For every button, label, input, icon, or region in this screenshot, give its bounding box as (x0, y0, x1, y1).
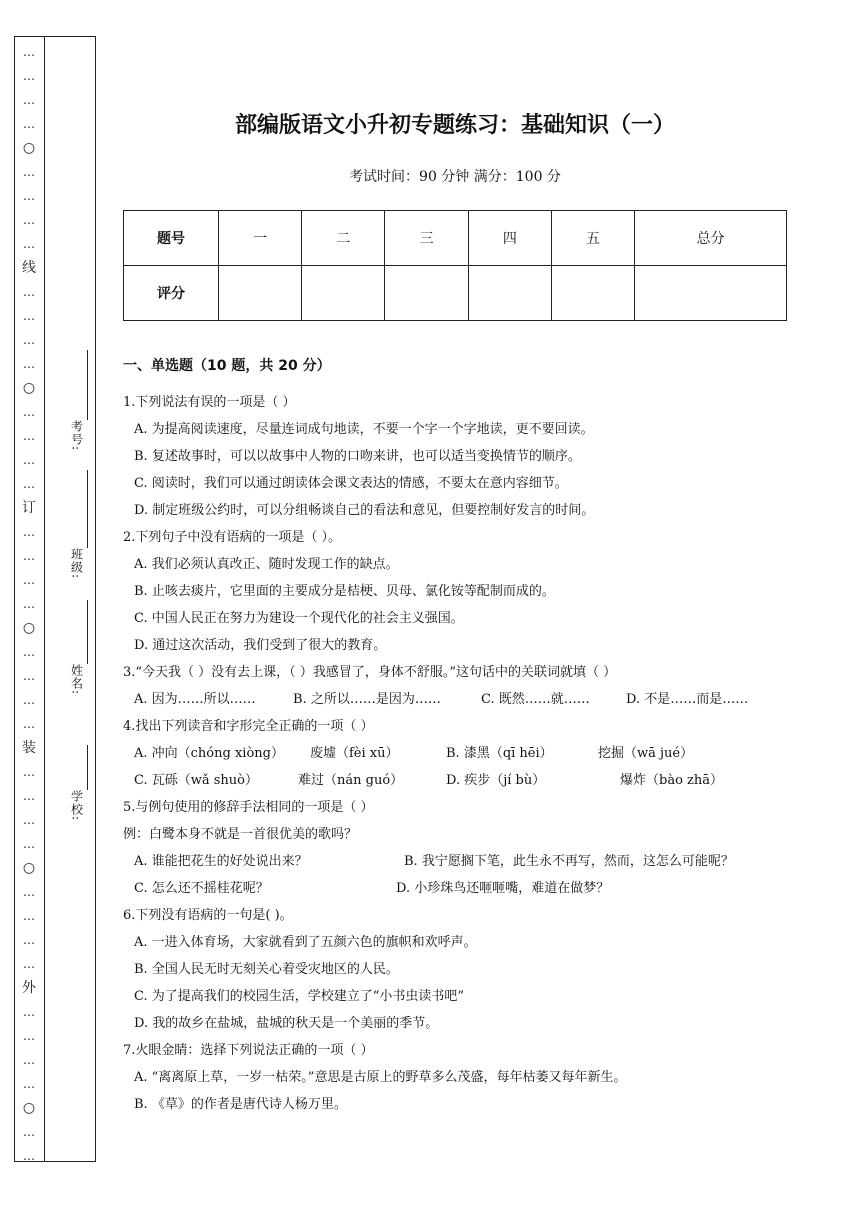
binding-dots: … (23, 645, 35, 659)
question-4-option-d-word2: 爆炸（bào zhā） (620, 773, 724, 788)
binding-dots: … (23, 69, 35, 83)
score-col-total: 总分 (635, 211, 787, 266)
question-1-option-d: D. 制定班级公约时，可以分组畅谈自己的看法和意见，但要控制好发言的时间。 (134, 503, 595, 518)
question-4-option-b: B. 漆黑（qī hēi） (446, 746, 553, 761)
question-4-option-b-word2: 挖掘（wā jué） (598, 746, 694, 761)
score-table-header-row (124, 211, 787, 266)
binding-dots: … (23, 309, 35, 323)
question-2-option-d: D. 通过这次活动，我们受到了很大的教育。 (134, 638, 387, 653)
binding-dots: … (23, 189, 35, 203)
question-5-stem: 5.与例句使用的修辞手法相同的一项是（ ） (123, 800, 374, 815)
question-3-option-a: A. 因为……所以…… (134, 692, 256, 707)
question-4-option-c-word2: 难过（nán guó） (298, 773, 404, 788)
score-cell[interactable] (551, 266, 634, 321)
binding-dots: … (23, 405, 35, 419)
binding-dots: … (23, 693, 35, 707)
binding-char: 外 (22, 980, 36, 996)
question-7-stem: 7.火眼金睛：选择下列说法正确的一项（ ） (123, 1043, 374, 1058)
class-field (62, 470, 92, 579)
question-4-options-row-2 (123, 767, 793, 794)
binding-dots: … (23, 93, 35, 107)
question-6-stem: 6.下列没有语病的一句是( )。 (123, 908, 293, 923)
school-label: 学校: (69, 790, 84, 822)
question-1-stem: 1.下列说法有误的一项是（ ） (123, 395, 296, 410)
question-4-option-d: D. 疾步（jí bù） (446, 773, 546, 788)
question-5-option-d: D. 小珍珠鸟还咂咂嘴，难道在做梦？ (396, 881, 610, 896)
binding-circle-icon: ○ (22, 380, 36, 396)
question-5-option-b: B. 我宁愿搁下笔，此生永不再写，然而，这怎么可能呢？ (404, 854, 734, 869)
page-title: 部编版语文小升初专题练习：基础知识（一） (234, 113, 675, 138)
binding-char: 装 (22, 740, 36, 756)
binding-dots: … (23, 669, 35, 683)
binding-dots: … (23, 573, 35, 587)
score-cell[interactable] (302, 266, 385, 321)
score-cell[interactable] (468, 266, 551, 321)
question-6-option-a: A. 一进入体育场，大家就看到了五颜六色的旗帜和欢呼声。 (134, 935, 477, 950)
score-cell[interactable] (385, 266, 468, 321)
question-number-header: 题号 (124, 211, 219, 266)
score-row-header: 评分 (124, 266, 219, 321)
score-cell[interactable] (219, 266, 302, 321)
class-line (87, 470, 88, 548)
binding-dots: … (23, 1125, 35, 1139)
binding-char: 订 (22, 500, 36, 516)
binding-dots: … (23, 237, 35, 251)
question-5-option-c: C. 怎么还不摇桂花呢？ (134, 881, 269, 896)
binding-dots: … (23, 909, 35, 923)
question-6-option-d: D. 我的故乡在盐城，盐城的秋天是一个美丽的季节。 (134, 1016, 439, 1031)
binding-dots: … (23, 45, 35, 59)
score-col-5: 五 (551, 211, 634, 266)
question-5-options-row-2 (123, 875, 793, 902)
class-label: 班级: (69, 548, 84, 580)
name-label: 姓名: (69, 664, 84, 696)
question-3-option-c: C. 既然……就…… (481, 692, 590, 707)
question-4-option-a-word2: 废墟（fèi xū） (310, 746, 399, 761)
question-2-option-b: B. 止咳去痰片，它里面的主要成分是桔梗、贝母、氯化铵等配制而成的。 (134, 584, 555, 599)
binding-dotted-column (16, 40, 42, 1163)
binding-dots: … (23, 525, 35, 539)
binding-dots: … (23, 1005, 35, 1019)
question-6-option-c: C. 为了提高我们的校园生活，学校建立了“小书虫读书吧” (134, 989, 465, 1004)
binding-dots: … (23, 837, 35, 851)
binding-dots: … (23, 1077, 35, 1091)
question-4-stem: 4.找出下列读音和字形完全正确的一项（ ） (123, 719, 374, 734)
school-field (62, 745, 92, 821)
question-1-option-c: C. 阅读时，我们可以通过朗读体会课文表达的情感，不要太在意内容细节。 (134, 476, 568, 491)
binding-dots: … (23, 429, 35, 443)
question-6-option-b: B. 全国人民无时无刻关心着受灾地区的人民。 (134, 962, 399, 977)
binding-char: 线 (22, 260, 36, 276)
binding-dots: … (23, 789, 35, 803)
exam-number-label: 考号: (69, 420, 84, 452)
binding-dots: … (23, 717, 35, 731)
binding-dots: … (23, 477, 35, 491)
question-1-option-b: B. 复述故事时，可以以故事中人物的口吻来讲，也可以适当变换情节的顺序。 (134, 449, 581, 464)
question-5-option-a: A. 谁能把花生的好处说出来？ (134, 854, 308, 869)
section-heading: 一、单选题（10 题，共 20 分） (123, 358, 331, 374)
name-line (87, 600, 88, 664)
binding-circle-icon: ○ (22, 860, 36, 876)
question-4-option-a: A. 冲向（chóng xiòng） (134, 746, 284, 761)
score-col-1: 一 (219, 211, 302, 266)
question-3-option-b: B. 之所以……是因为…… (293, 692, 441, 707)
binding-dots: … (23, 117, 35, 131)
question-content (123, 355, 793, 1118)
exam-number-line (87, 350, 88, 420)
binding-dots: … (23, 885, 35, 899)
binding-dots: … (23, 597, 35, 611)
question-3-options (123, 686, 793, 713)
score-col-2: 二 (302, 211, 385, 266)
binding-dots: … (23, 285, 35, 299)
question-4-option-c: C. 瓦砾（wǎ shuò） (134, 773, 259, 788)
exam-info: 考试时间：90 分钟 满分：100 分 (349, 169, 561, 185)
binding-dots: … (23, 165, 35, 179)
question-5-options-row-1 (123, 848, 793, 875)
score-table (123, 210, 787, 321)
question-2-stem: 2.下列句子中没有语病的一项是（ ）。 (123, 530, 342, 545)
binding-dots: … (23, 933, 35, 947)
question-3-stem: 3.“今天我（ ）没有去上课，（ ）我感冒了，身体不舒服。”这句话中的关联词就填（ ） (123, 665, 617, 680)
question-3-option-d: D. 不是……而是…… (626, 692, 749, 707)
binding-dots: … (23, 957, 35, 971)
score-col-4: 四 (468, 211, 551, 266)
binding-dots: … (23, 813, 35, 827)
binding-dots: … (23, 1053, 35, 1067)
score-table-score-row (124, 266, 787, 321)
binding-dots: … (23, 453, 35, 467)
name-field (62, 600, 92, 695)
question-2-option-c: C. 中国人民正在努力为建设一个现代化的社会主义强国。 (134, 611, 464, 626)
binding-dots: … (23, 1149, 35, 1163)
binding-dots: … (23, 1029, 35, 1043)
school-line (87, 745, 88, 790)
score-cell[interactable] (635, 266, 787, 321)
binding-circle-icon: ○ (22, 1100, 36, 1116)
binding-strip-divider (44, 36, 45, 1162)
question-4-options-row-1 (123, 740, 793, 767)
binding-circle-icon: ○ (22, 140, 36, 156)
binding-dots: … (23, 333, 35, 347)
question-2-option-a: A. 我们必须认真改正、随时发现工作的缺点。 (134, 557, 399, 572)
exam-number-field (62, 350, 92, 451)
binding-dots: … (23, 213, 35, 227)
binding-circle-icon: ○ (22, 620, 36, 636)
score-col-3: 三 (385, 211, 468, 266)
question-5-example: 例：白鹭本身不就是一首很优美的歌吗？ (123, 827, 358, 842)
binding-dots: … (23, 357, 35, 371)
question-7-option-a: A. “离离原上草，一岁一枯荣。”意思是古原上的野草多么茂盛，每年枯萎又每年新生。 (134, 1070, 627, 1085)
question-7-option-b: B. 《草》的作者是唐代诗人杨万里。 (134, 1097, 347, 1112)
question-1-option-a: A. 为提高阅读速度，尽量连词成句地读，不要一个字一个字地读，更不要回读。 (134, 422, 594, 437)
binding-dots: … (23, 549, 35, 563)
binding-dots: … (23, 765, 35, 779)
